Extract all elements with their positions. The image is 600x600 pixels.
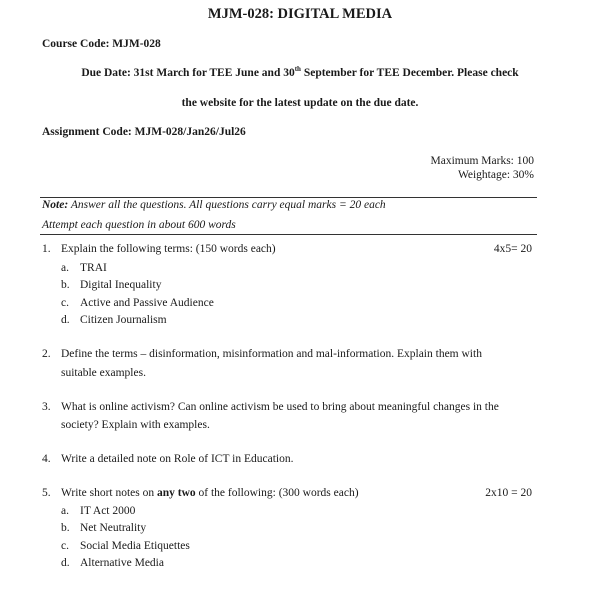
subitem-text: Social Media Etiquettes bbox=[80, 540, 190, 552]
subitem-text: Digital Inequality bbox=[80, 279, 162, 291]
due-date-line-1 bbox=[0, 67, 600, 79]
question-number: 3. bbox=[42, 401, 51, 413]
subitem-text: TRAI bbox=[80, 262, 107, 274]
question-text-emphasis: any two bbox=[157, 487, 196, 499]
question-number: 5. bbox=[42, 487, 51, 499]
due-date-superscript: th bbox=[294, 65, 301, 74]
question-number: 4. bbox=[42, 453, 51, 465]
divider-top bbox=[40, 197, 537, 198]
question-text: Explain the following terms: (150 words each) bbox=[61, 243, 276, 255]
question-marks: 2x10 = 20 bbox=[485, 487, 532, 499]
question-number: 1. bbox=[42, 243, 51, 255]
note-label: Note: bbox=[42, 199, 69, 211]
subitem-label: d. bbox=[61, 314, 70, 326]
question-text: Write a detailed note on Role of ICT in Education. bbox=[61, 453, 294, 465]
document-title: MJM-028: DIGITAL MEDIA bbox=[207, 6, 393, 22]
subitem-text: Net Neutrality bbox=[80, 522, 147, 534]
subitem-label: a. bbox=[61, 505, 69, 517]
due-date-text-cont: September for TEE December. Please check bbox=[300, 67, 519, 79]
course-code: Course Code: MJM-028 bbox=[42, 38, 161, 50]
subitem-text: Citizen Journalism bbox=[80, 314, 167, 326]
weightage: Weightage: 30% bbox=[457, 169, 534, 181]
subitem-text: IT Act 2000 bbox=[80, 505, 136, 517]
question-text-cont: society? Explain with examples. bbox=[61, 419, 210, 431]
assignment-code: Assignment Code: MJM-028/Jan26/Jul26 bbox=[42, 126, 246, 138]
subitem-label: c. bbox=[61, 297, 69, 309]
subitem-label: b. bbox=[61, 522, 70, 534]
maximum-marks: Maximum Marks: 100 bbox=[430, 155, 534, 167]
divider-bottom bbox=[40, 234, 537, 235]
question-text-cont: suitable examples. bbox=[61, 367, 146, 379]
due-date-text: Due Date: 31st March for TEE June and 30 bbox=[81, 67, 295, 79]
note-text: Answer all the questions. All questions carry equal marks = 20 each bbox=[68, 199, 386, 211]
subitem-label: b. bbox=[61, 279, 70, 291]
note-line-1 bbox=[42, 199, 386, 211]
question-text: Define the terms – disinformation, misinformation and mal-information. Explain them with bbox=[61, 348, 482, 360]
subitem-label: d. bbox=[61, 557, 70, 569]
question-marks: 4x5= 20 bbox=[493, 243, 532, 255]
subitem-text: Alternative Media bbox=[80, 557, 164, 569]
due-date-line-2: the website for the latest update on the due date. bbox=[181, 97, 419, 109]
subitem-text: Active and Passive Audience bbox=[80, 297, 214, 309]
subitem-label: a. bbox=[61, 262, 69, 274]
subitem-label: c. bbox=[61, 540, 69, 552]
question-text-part: Write short notes on bbox=[61, 487, 157, 499]
question-number: 2. bbox=[42, 348, 51, 360]
note-line-2: Attempt each question in about 600 words bbox=[42, 219, 236, 231]
question-text bbox=[61, 487, 359, 499]
question-text-part: of the following: (300 words each) bbox=[195, 487, 359, 499]
question-text: What is online activism? Can online activism be used to bring about meaningful changes in the bbox=[61, 401, 499, 413]
